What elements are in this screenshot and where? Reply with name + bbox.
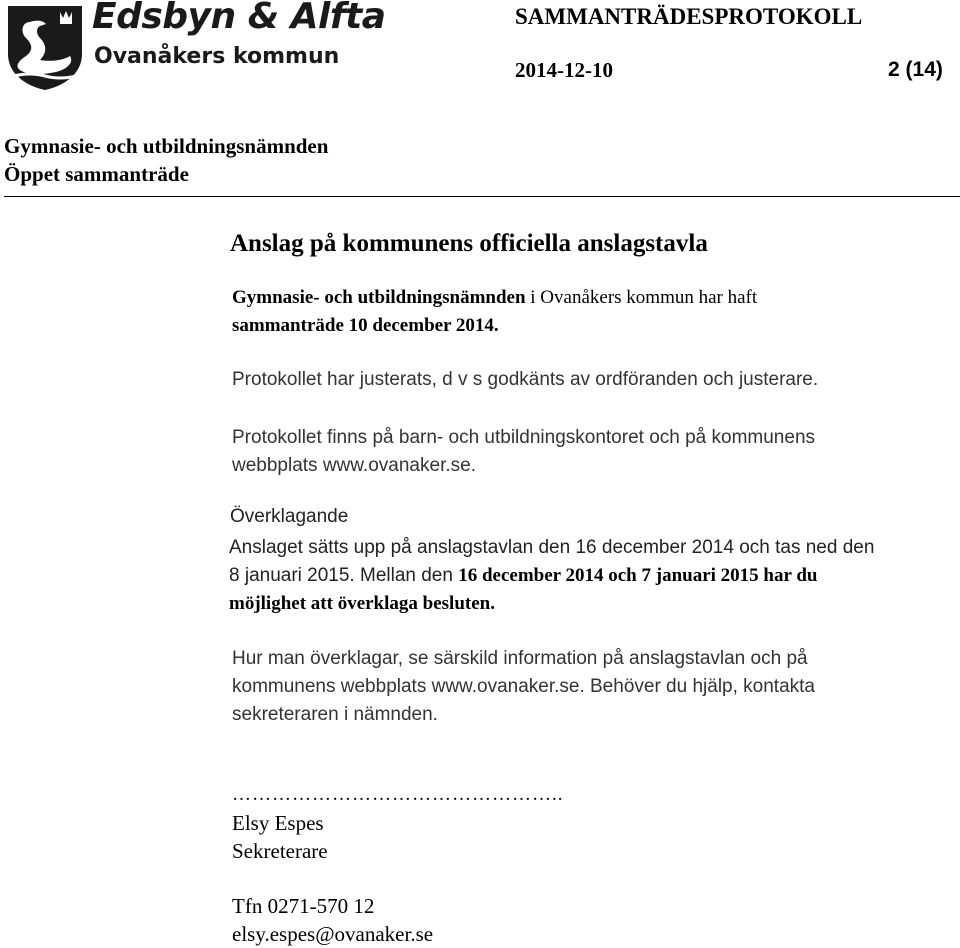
municipality-logo (4, 2, 86, 92)
notice-paragraph-meeting: Gymnasie- och utbildningsnämnden i Ovanåkers kommun har haft sammanträde 10 december 2014. (232, 287, 758, 336)
page-total: (14) (905, 58, 943, 81)
header-divider (4, 196, 960, 197)
contact-phone: Tfn 0271-570 12 (232, 894, 375, 918)
contact-email: elsy.espes@ovanaker.se (232, 922, 434, 946)
meeting-type: Öppet sammanträde (4, 162, 189, 186)
signer-role: Sekreterare (232, 839, 328, 863)
document-title: SAMMANTRÄDESPROTOKOLL (515, 4, 863, 29)
document-date: 2014-12-10 (515, 58, 613, 82)
municipality-name: Ovanåkers kommun (94, 44, 340, 69)
appeal-paragraph: Anslaget sätts upp på anslagstavlan den 16 december 2014 och tas ned den 8 januari 2015. Mellan den 16 december 2014 och 7 januari 2015 har du möjlighet att överklaga besluten. (229, 537, 875, 614)
notice-heading: Anslag på kommunens officiella anslagstavla (230, 230, 708, 257)
appeal-info-paragraph: Hur man överklagar, se särskild information på anslagstavlan och på kommunens webbplats www.ovanaker.se. Behöver du hjälp, kontakta sekreteraren i nämnden. (232, 648, 815, 725)
committee-name: Gymnasie- och utbildningsnämnden (4, 134, 329, 158)
notice-paragraph-location: Protokollet finns på barn- och utbildningskontoret och på kommunens webbplats www.ovanaker.se. (232, 427, 816, 476)
signature-line: ………………………………………….. (232, 784, 564, 805)
swan-crest-icon (4, 2, 86, 92)
brand-name: Edsbyn & Alfta (92, 0, 386, 37)
notice-paragraph-approval: Protokollet har justerats, d v s godkänts av ordföranden och justerare. (232, 369, 819, 390)
page-current: 2 (888, 58, 900, 81)
page-number (888, 58, 943, 82)
appeal-heading: Överklagande (230, 506, 349, 527)
committee-bold: Gymnasie- och utbildningsnämnden (232, 287, 526, 308)
signer-name: Elsy Espes (232, 811, 324, 835)
